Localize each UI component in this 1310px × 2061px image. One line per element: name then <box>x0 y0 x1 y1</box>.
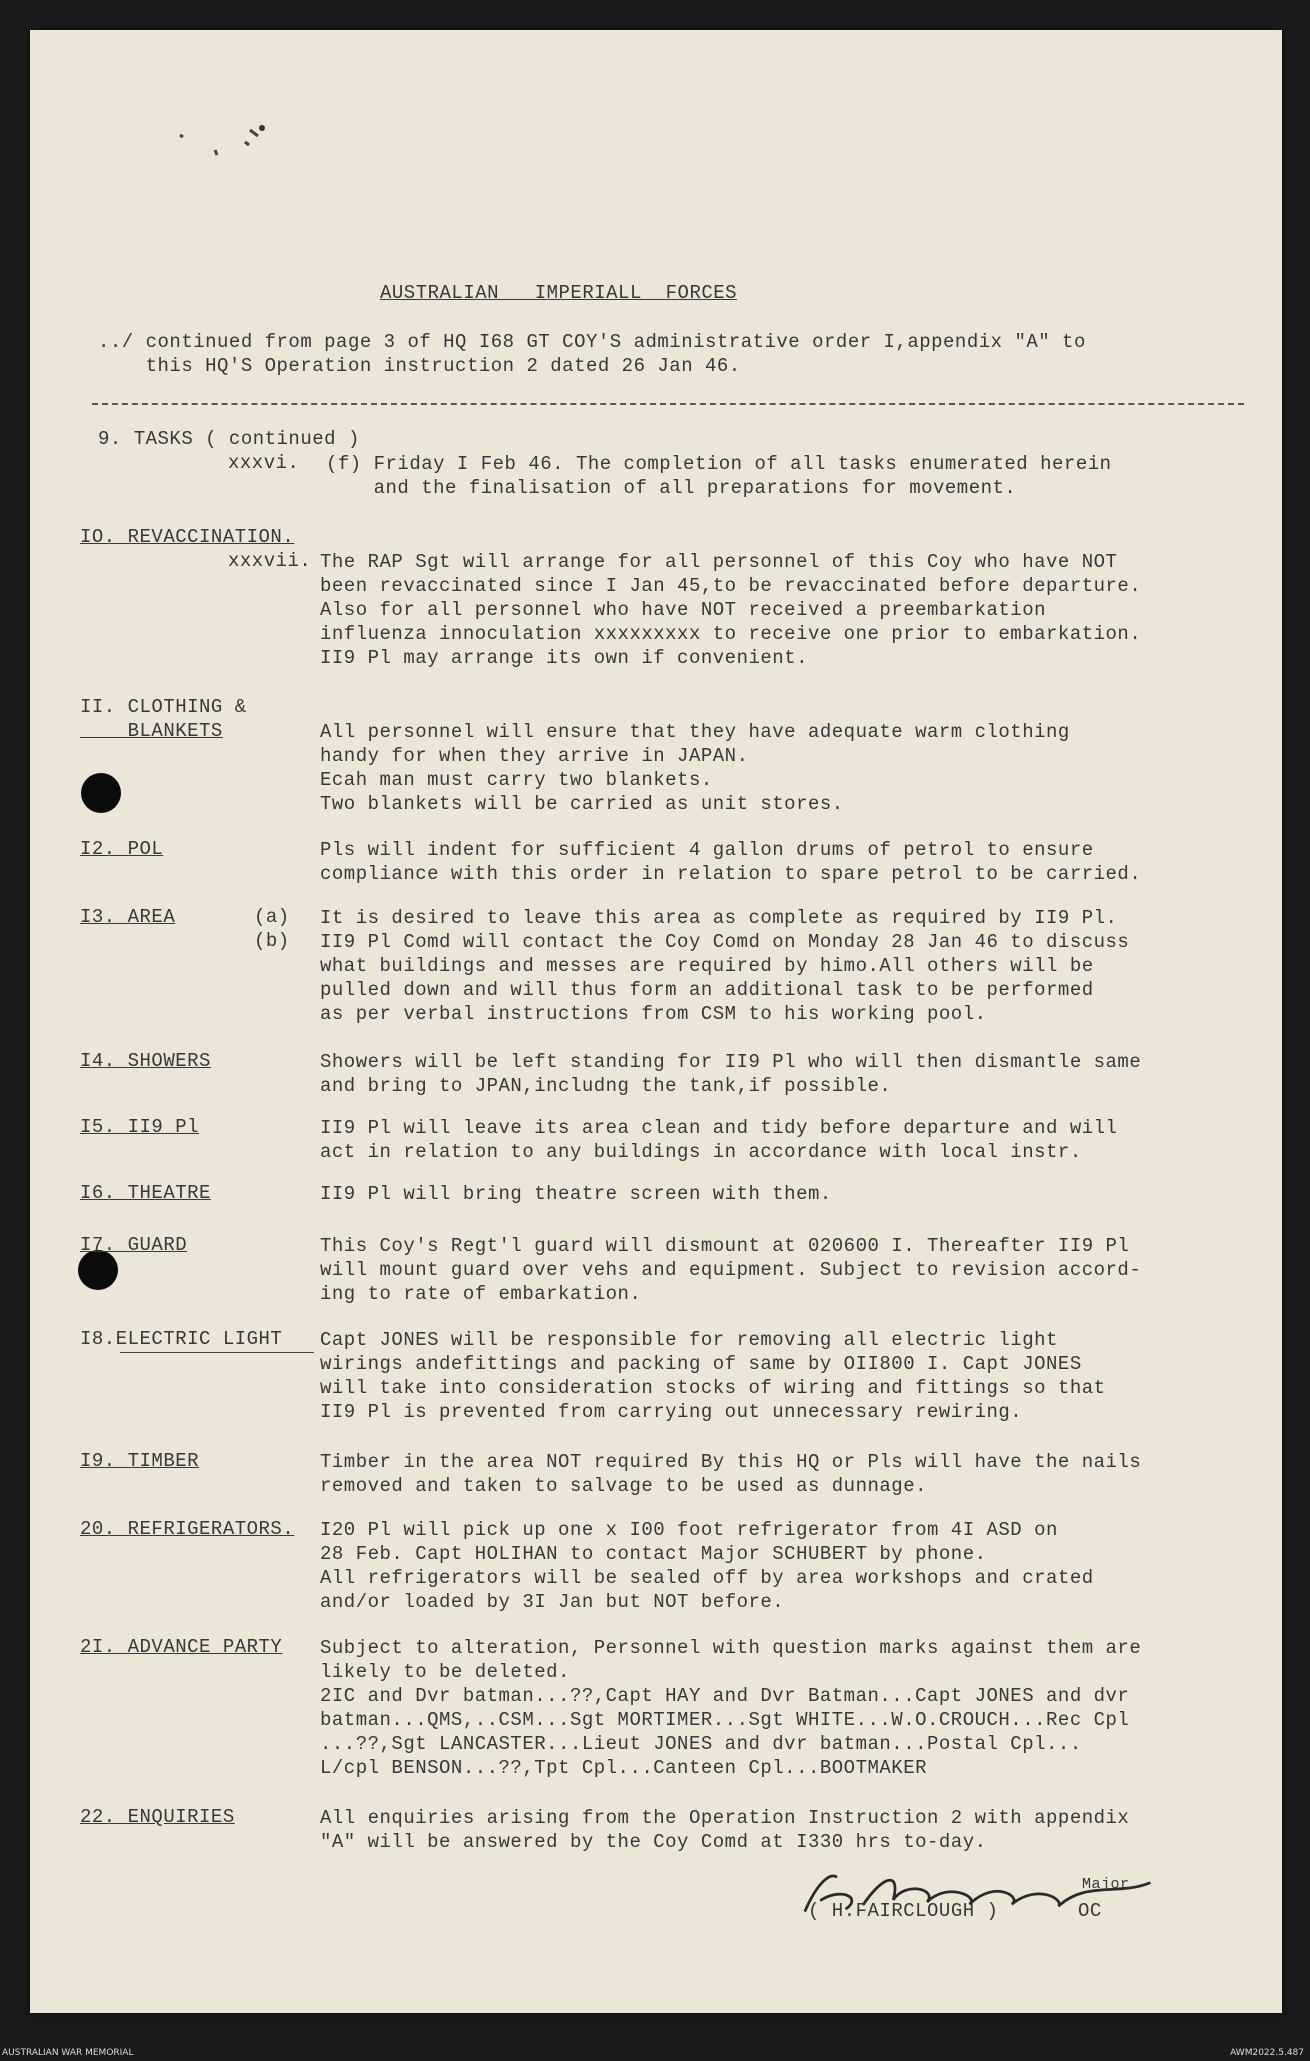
section-text: All personnel will ensure that they have adequate warm clothing handy for when they arrive in JAPAN. Ecah man must carry two blankets. Two blankets will be carried as unit stores. <box>320 721 1070 815</box>
intro-line-2: this HQ'S Operation instruction 2 dated 26 Jan 46. <box>98 355 741 377</box>
section-text: II9 Pl will leave its area clean and tidy before departure and will act in relation to any buildings in accordance with local instr. <box>320 1117 1118 1163</box>
section-text: The RAP Sgt will arrange for all personnel of this Coy who have NOT been revaccinated since I Jan 45,to be revaccinated before departure. Also for all personnel who have NOT received a preembarkation influenza innoculation xxxxxxxxx to receive one prior to embarkation. II9 Pl may arrange its own if convenient. <box>320 551 1142 669</box>
section-text: This Coy's Regt'l guard will dismount at 020600 I. Thereafter II9 Pl will mount guard over vehs and equipment. Subject to revision accord- ing to rate of embarkation. <box>320 1235 1142 1305</box>
punch-hole-top <box>81 773 121 813</box>
section-text: Timber in the area NOT required By this HQ or Pls will have the nails removed and taken to salvage to be used as dunnage. <box>320 1451 1142 1497</box>
section-text: Showers will be left standing for II9 Pl who will then dismantle same and bring to JPAN,includng the tank,if possible. <box>320 1051 1142 1097</box>
section-text: Subject to alteration, Personnel with question marks against them are likely to be deleted. 2IC and Dvr batman...??,Capt HAY and Dvr Batman...Capt JONES and dvr batman...QMS,..CSM...Sgt MORTIMER...Sgt WHITE...W.O.CROUCH...Rec Cpl ...??,Sgt LANCASTER...Lieut JONES and dvr batman...Postal Cpl... L/cpl BENSON...??,Tpt Cpl...Canteen Cpl...BOOTMAKER <box>320 1637 1142 1779</box>
section-sub-b: (b) <box>254 930 290 952</box>
signature-rank: Major <box>1082 1876 1130 1893</box>
section-label: I5. II9 Pl <box>80 1116 200 1138</box>
paper-mark <box>120 90 290 170</box>
section-label: I6. THEATRE <box>80 1182 211 1204</box>
section-label: IO. REVACCINATION. <box>80 526 295 548</box>
archive-footer <box>0 2047 1310 2061</box>
section-divider <box>92 403 1244 405</box>
section-sub-number: xxxvii. <box>228 550 312 572</box>
section-text: (f) Friday I Feb 46. The completion of all tasks enumerated herein and the finalisation of all preparations for movement. <box>326 453 1112 499</box>
section-label: I4. SHOWERS <box>80 1050 211 1072</box>
section-label: II. CLOTHING & <box>80 696 247 718</box>
section-sub-a: (a) <box>254 906 290 928</box>
section-label: 22. ENQUIRIES <box>80 1806 235 1828</box>
section-label: 2I. ADVANCE PARTY <box>80 1636 283 1658</box>
section-text: Capt JONES will be responsible for removing all electric light wirings andefittings and packing of same by OII800 I. Capt JONES will take into consideration stocks of wiring and fittings so that II9 Pl is prevented from carrying out unnecessary rewiring. <box>320 1329 1106 1423</box>
section-text: Pls will indent for sufficient 4 gallon drums of petrol to ensure compliance with this order in relation to spare petrol to be carried. <box>320 839 1142 885</box>
section-label-underline <box>120 1352 314 1353</box>
section-label: I3. AREA <box>80 906 176 928</box>
section-text: II9 Pl will bring theatre screen with them. <box>320 1183 832 1205</box>
section-label: 9. TASKS ( continued ) <box>98 428 360 450</box>
section-label: I7. GUARD <box>80 1234 188 1256</box>
section-sub-number: xxxvi. <box>228 452 300 474</box>
section-label-continued: BLANKETS <box>80 720 223 742</box>
section-text: It is desired to leave this area as complete as required by II9 Pl. II9 Pl Comd will contact the Coy Comd on Monday 28 Jan 46 to discuss what buildings and messes are required by himo.All others will be pulled down and will thus form an additional task to be performed as per verbal instructions from CSM to his working pool. <box>320 907 1130 1025</box>
footer-source: AUSTRALIAN WAR MEMORIAL <box>2 2048 134 2058</box>
page-title: AUSTRALIAN IMPERIALL FORCES <box>380 282 738 304</box>
punch-hole-bottom <box>78 1250 118 1290</box>
section-label: I9. TIMBER <box>80 1450 200 1472</box>
footer-reference: AWM2022.5.487 <box>1230 2048 1304 2058</box>
signature-name: ( H.FAIRCLOUGH ) <box>808 1900 999 1922</box>
document-page <box>30 30 1282 2013</box>
intro-line-1: ../ continued from page 3 of HQ I68 GT COY'S administrative order I,appendix "A" to <box>98 331 1086 353</box>
section-label: I2. POL <box>80 838 164 860</box>
section-text: I20 Pl will pick up one x I00 foot refrigerator from 4I ASD on 28 Feb. Capt HOLIHAN to contact Major SCHUBERT by phone. All refrigerators will be sealed off by area workshops and crated and/or loaded by 3I Jan but NOT before. <box>320 1519 1094 1613</box>
section-label: I8.ELECTRIC LIGHT <box>80 1328 283 1350</box>
signature-title: OC <box>1078 1900 1102 1922</box>
section-text: All enquiries arising from the Operation Instruction 2 with appendix "A" will be answered by the Coy Comd at I330 hrs to-day. <box>320 1807 1130 1853</box>
section-label: 20. REFRIGERATORS. <box>80 1518 295 1540</box>
